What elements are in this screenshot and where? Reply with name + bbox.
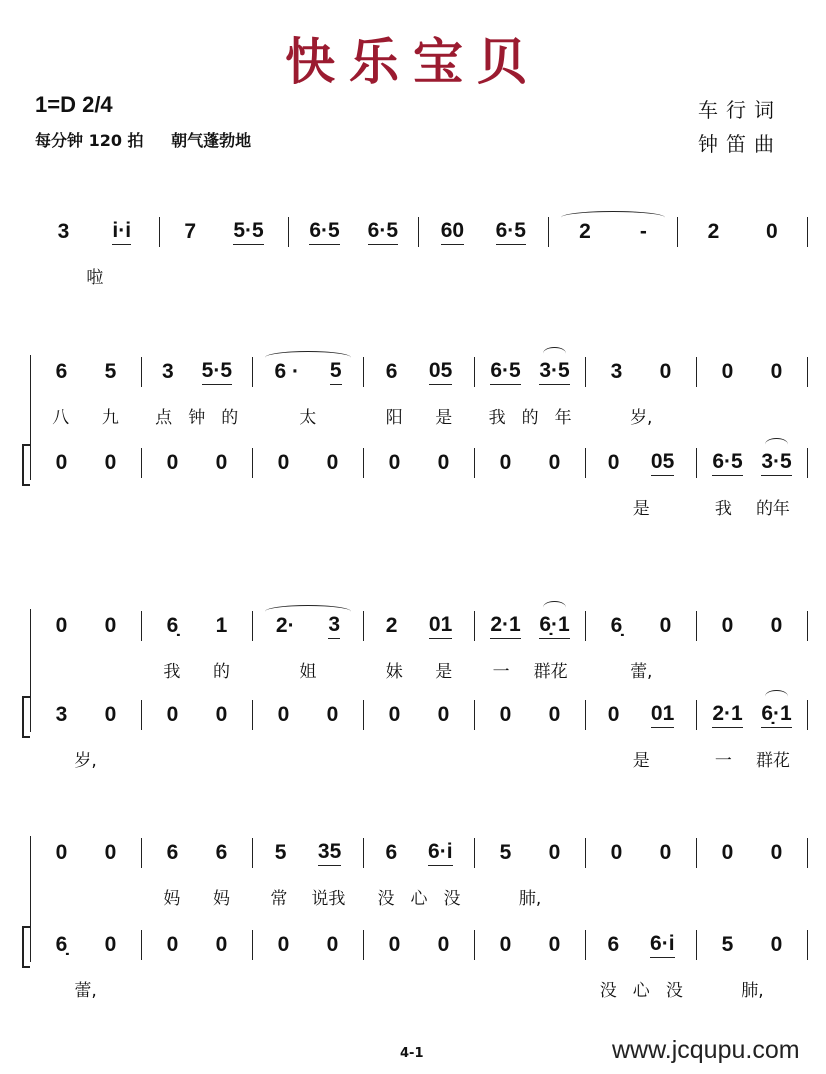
- note: 01: [651, 702, 674, 728]
- lyric: [586, 883, 697, 909]
- lyric: 姐: [299, 661, 317, 682]
- staff-row: [30, 611, 808, 641]
- measure: [141, 357, 252, 387]
- staff-row: [30, 357, 808, 387]
- note: 0: [770, 360, 783, 383]
- measure: [30, 700, 141, 730]
- measure: [363, 357, 474, 387]
- lyric: 啦: [86, 267, 104, 288]
- note: 6·5: [490, 359, 520, 385]
- note: 0: [659, 360, 672, 383]
- note: 6: [385, 841, 398, 864]
- note: 0: [166, 703, 179, 726]
- lyric: 常 说我: [270, 888, 346, 909]
- note: 2: [579, 220, 591, 243]
- lyric: [252, 975, 363, 1001]
- measure: [696, 930, 808, 960]
- note: 05: [429, 359, 452, 385]
- measure: [585, 448, 696, 478]
- lyric: 是: [632, 498, 650, 519]
- lyric: [252, 493, 363, 519]
- lyric: [30, 656, 141, 682]
- note: 0: [166, 933, 179, 956]
- note: 60: [441, 219, 464, 245]
- note: 05: [651, 450, 674, 476]
- note: 6: [166, 841, 179, 864]
- note: 5: [330, 359, 342, 385]
- lyric: 我 的 年: [488, 407, 572, 428]
- note: 0: [326, 703, 339, 726]
- site-watermark: www.jcqupu.com: [612, 1036, 800, 1064]
- note: 0: [215, 451, 228, 474]
- measure: [30, 217, 159, 247]
- lyric: 我 的: [163, 661, 230, 682]
- note: 0: [388, 933, 401, 956]
- lyric: [419, 262, 549, 288]
- measure: [30, 357, 141, 387]
- note: 0: [104, 933, 117, 956]
- lyric: 蕾,: [630, 661, 653, 682]
- measure: [252, 448, 363, 478]
- note: 6̣: [610, 614, 623, 637]
- note: 0: [326, 933, 339, 956]
- note: 5·5: [202, 359, 232, 385]
- lyric: [549, 262, 679, 288]
- lyrics-row: [30, 656, 808, 682]
- note: 0: [104, 451, 117, 474]
- measure: [418, 217, 548, 247]
- note: 3: [328, 613, 340, 639]
- measure: [363, 448, 474, 478]
- note: 0: [721, 360, 734, 383]
- note: 0: [607, 703, 620, 726]
- measure: [159, 217, 289, 247]
- lyric: 阳 是: [385, 407, 453, 428]
- measure: [548, 217, 678, 247]
- measure: [474, 838, 585, 868]
- note: 0: [721, 841, 734, 864]
- note: 6: [607, 933, 620, 956]
- lyric: [678, 262, 808, 288]
- song-title: 快乐宝贝: [285, 33, 541, 91]
- staff-row: [30, 448, 808, 478]
- lyricist-credit: 车行词: [698, 98, 782, 122]
- lyric: 八 九: [52, 407, 119, 428]
- measure: [696, 700, 808, 730]
- lyric: [141, 745, 252, 771]
- lyric: [363, 745, 474, 771]
- measure: [474, 930, 585, 960]
- note: 7: [184, 220, 197, 243]
- voice-bracket: [22, 926, 30, 968]
- measure: [474, 700, 585, 730]
- lyric: [475, 975, 586, 1001]
- lyrics-row: [30, 883, 808, 909]
- system-line: [30, 609, 31, 732]
- note: 0: [215, 703, 228, 726]
- note: 0: [326, 451, 339, 474]
- note: 5: [104, 360, 117, 383]
- lyric: 肺,: [741, 980, 764, 1001]
- staff-row: [30, 930, 808, 960]
- lyric: 是: [632, 750, 650, 771]
- note: 0: [548, 933, 561, 956]
- lyric: [141, 975, 252, 1001]
- measure: [585, 930, 696, 960]
- measure: [30, 838, 141, 868]
- lyric: [697, 656, 808, 682]
- measure: [30, 611, 141, 641]
- note: 6: [55, 360, 68, 383]
- note: 0: [499, 933, 512, 956]
- note: 6̣: [166, 614, 179, 637]
- note: 6 ·: [274, 360, 299, 383]
- measure: [288, 217, 418, 247]
- staff-row: [30, 838, 808, 868]
- lyric: 岁,: [74, 750, 97, 771]
- note: 0: [55, 841, 68, 864]
- note: 6·5: [712, 450, 742, 476]
- note: 0: [659, 841, 672, 864]
- note: 2·: [275, 614, 295, 637]
- note: 0: [770, 841, 783, 864]
- lyric: [289, 262, 419, 288]
- measure: [363, 700, 474, 730]
- note: 2: [707, 220, 720, 243]
- measure: [585, 611, 696, 641]
- measure: [696, 448, 808, 478]
- lyric: [30, 883, 141, 909]
- note: 3: [55, 703, 68, 726]
- lyric: [697, 883, 808, 909]
- note: 2: [385, 614, 398, 637]
- lyrics-row: [30, 402, 808, 428]
- note: 0: [766, 220, 778, 243]
- lyric: 我 的年: [714, 498, 790, 519]
- lyrics-row: [30, 975, 808, 1001]
- note: 6·5: [496, 219, 526, 245]
- note: 3·5: [761, 450, 791, 476]
- measure: [677, 217, 808, 247]
- note: 6·5: [309, 219, 339, 245]
- measure: [363, 838, 474, 868]
- note: 5: [499, 841, 512, 864]
- note: 0: [277, 451, 290, 474]
- note: 0: [610, 841, 623, 864]
- note: 0: [770, 933, 783, 956]
- lyric: [363, 493, 474, 519]
- measure: [141, 930, 252, 960]
- tempo-line: [35, 128, 273, 151]
- measure: [585, 700, 696, 730]
- note: -: [639, 220, 647, 243]
- lyric: 蕾,: [74, 980, 97, 1001]
- note: 0: [607, 451, 620, 474]
- note: 5: [721, 933, 734, 956]
- lyric: [363, 975, 474, 1001]
- note: 0: [499, 703, 512, 726]
- note: 0: [770, 614, 783, 637]
- measure: [141, 700, 252, 730]
- note: 5: [274, 841, 287, 864]
- note: 0: [388, 703, 401, 726]
- note: 0: [548, 703, 561, 726]
- system-line: [30, 355, 31, 480]
- lyric: 没 心 没: [599, 980, 683, 1001]
- note: 6·i: [650, 932, 675, 958]
- measure: [30, 448, 141, 478]
- lyric: 太: [299, 407, 317, 428]
- note: 0: [437, 703, 450, 726]
- measure: [252, 838, 363, 868]
- note: 0: [55, 451, 68, 474]
- measure: [474, 611, 585, 641]
- note: 0: [55, 614, 68, 637]
- voice-bracket: [22, 444, 30, 486]
- note: 0: [499, 451, 512, 474]
- lyric: 点 钟 的: [155, 407, 239, 428]
- note: 2·1: [712, 702, 742, 728]
- lyrics-row: [30, 745, 808, 771]
- lyric: 妹 是: [385, 661, 453, 682]
- key-signature: 1=D 2/4: [35, 92, 113, 117]
- note: 2·1: [490, 613, 520, 639]
- note: 6: [385, 360, 398, 383]
- tempo-marking: 每分钟 120 拍: [35, 131, 144, 150]
- measure: [141, 448, 252, 478]
- note: 0: [548, 451, 561, 474]
- lyric: 一 群花: [714, 750, 790, 771]
- staff-row: [30, 217, 808, 247]
- note: i·i: [112, 219, 131, 245]
- note: 0: [166, 451, 179, 474]
- lyric: 一 群花: [492, 661, 568, 682]
- lyric: [475, 493, 586, 519]
- measure: [696, 357, 808, 387]
- page-number: 4-1: [400, 1046, 424, 1061]
- lyric: [252, 745, 363, 771]
- system-line: [30, 836, 31, 962]
- measure: [252, 611, 363, 641]
- note: 6: [215, 841, 228, 864]
- note: 3·5: [539, 359, 569, 385]
- measure: [585, 357, 696, 387]
- note: 0: [277, 933, 290, 956]
- note: 6·5: [368, 219, 398, 245]
- note: 35: [318, 840, 341, 866]
- note: 3: [57, 220, 70, 243]
- lyric: 肺,: [518, 888, 542, 909]
- measure: [252, 930, 363, 960]
- measure: [30, 930, 141, 960]
- lyric: [30, 493, 141, 519]
- measure: [585, 838, 696, 868]
- note: 3: [161, 360, 174, 383]
- measure: [363, 930, 474, 960]
- note: 0: [548, 841, 561, 864]
- note: 6̣: [55, 933, 68, 956]
- note: 5·5: [233, 219, 263, 245]
- voice-bracket: [22, 696, 30, 738]
- note: 0: [104, 614, 117, 637]
- lyric: [475, 745, 586, 771]
- note: 6·i: [428, 840, 453, 866]
- lyrics-row: [30, 493, 808, 519]
- measure: [474, 448, 585, 478]
- note: 6̣·1: [761, 702, 791, 728]
- note: 0: [437, 451, 450, 474]
- lyric: [697, 402, 808, 428]
- measure: [141, 611, 252, 641]
- composer-credit: 钟笛曲: [698, 132, 782, 156]
- lyric: 妈 妈: [163, 888, 230, 909]
- measure: [696, 838, 808, 868]
- expression-marking: 朝气蓬勃地: [171, 131, 252, 150]
- note: 0: [215, 933, 228, 956]
- note: 0: [659, 614, 672, 637]
- note: 0: [721, 614, 734, 637]
- note: 0: [437, 933, 450, 956]
- measure: [363, 611, 474, 641]
- measure: [252, 357, 363, 387]
- note: 6̣·1: [539, 613, 569, 639]
- lyric: [141, 493, 252, 519]
- note: 0: [104, 841, 117, 864]
- lyric: 岁,: [630, 407, 653, 428]
- measure: [252, 700, 363, 730]
- measure: [696, 611, 808, 641]
- note: 01: [429, 613, 452, 639]
- lyric: [160, 262, 290, 288]
- staff-row: [30, 700, 808, 730]
- note: 3: [610, 360, 623, 383]
- note: 1: [215, 614, 228, 637]
- lyrics-row: [30, 262, 808, 288]
- lyric: 没 心 没: [377, 888, 461, 909]
- note: 0: [277, 703, 290, 726]
- note: 0: [104, 703, 117, 726]
- note: 0: [388, 451, 401, 474]
- measure: [141, 838, 252, 868]
- measure: [474, 357, 585, 387]
